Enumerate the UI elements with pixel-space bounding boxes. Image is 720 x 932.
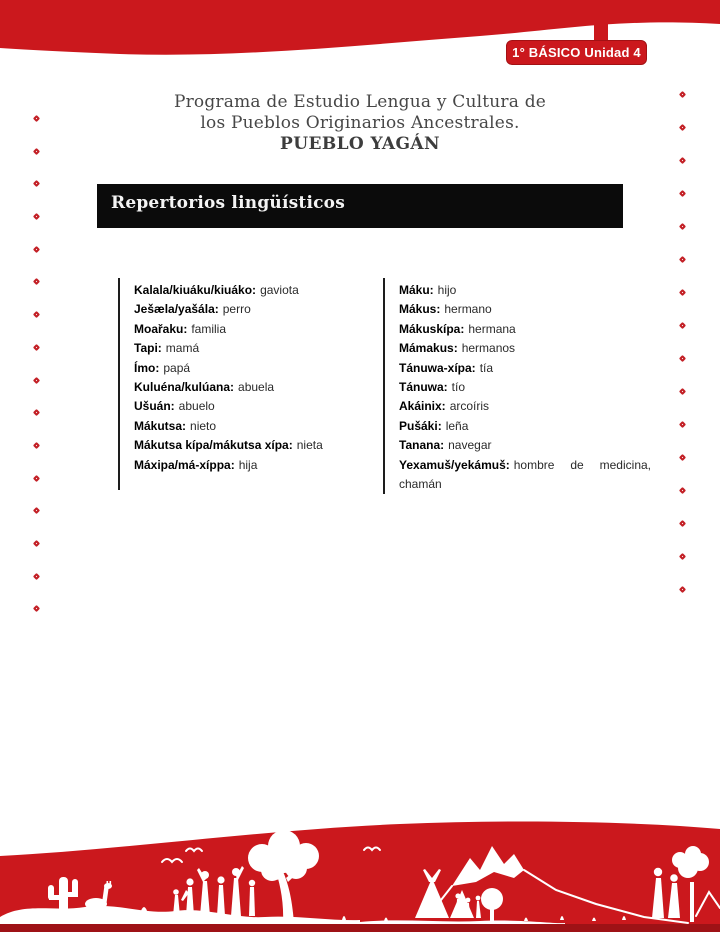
title-line-1: Programa de Estudio Lengua y Cultura de	[173, 92, 547, 112]
section-heading: Repertorios lingüísticos	[111, 193, 345, 213]
vocab-def: papá	[163, 360, 191, 375]
vocab-entry	[134, 320, 370, 339]
vocab-column-right	[383, 278, 651, 494]
diamond-icon	[678, 355, 685, 362]
vocab-def: hermana	[468, 321, 516, 336]
diamond-icon	[32, 311, 39, 318]
vocab-def: tía	[479, 360, 494, 375]
vocab-def: hija	[238, 457, 258, 472]
vocab-def: hombre de medicina, chamán	[399, 457, 651, 492]
vocab-term: Kalala/kiuáku/kiuáko:	[134, 283, 257, 297]
diamond-icon	[32, 573, 39, 580]
unit-badge	[506, 40, 647, 65]
vocab-def: gaviota	[260, 283, 299, 297]
diamond-icon	[678, 586, 685, 593]
diamond-icon	[32, 213, 39, 220]
vocab-term: Mákus:	[399, 302, 441, 317]
vocab-entry	[399, 339, 651, 358]
vocab-term: Mákutsa kípa/mákutsa xípa:	[134, 438, 293, 453]
title-line-3: PUEBLO YAGÁN	[280, 134, 440, 154]
page-title	[0, 92, 720, 155]
diamond-icon	[32, 376, 39, 383]
vocab-term: Tanana:	[399, 438, 445, 453]
diamond-icon	[32, 246, 39, 253]
vocab-entry	[399, 436, 651, 455]
vocab-entry	[134, 300, 370, 319]
right-margin-diamonds	[676, 92, 688, 592]
diamond-icon	[32, 115, 39, 122]
vocab-entry	[399, 281, 651, 300]
diamond-icon	[32, 344, 39, 351]
vocab-term: Mákuskípa:	[399, 321, 465, 336]
vocab-entry	[399, 417, 651, 436]
vocab-entry	[134, 397, 370, 416]
diamond-icon	[678, 553, 685, 560]
vocab-term: Moařaku:	[134, 321, 188, 336]
vocab-entry	[134, 339, 370, 358]
vocab-entry	[399, 378, 651, 397]
diamond-icon	[32, 442, 39, 449]
vocab-term: Yexamuš/yekámuš:	[399, 457, 510, 472]
vocab-term: Ješæla/yašála:	[134, 302, 219, 317]
vocab-entry	[134, 281, 370, 300]
diamond-icon	[32, 540, 39, 547]
diamond-icon	[678, 454, 685, 461]
vocab-def: nieto	[190, 418, 217, 433]
vocab-term: Mámakus:	[399, 341, 458, 356]
diamond-icon	[678, 388, 685, 395]
vocab-term: Tánuwa-xípa:	[399, 360, 476, 375]
vocab-def: hermano	[444, 302, 492, 317]
vocab-entry	[399, 359, 651, 378]
section-heading-bar	[97, 184, 623, 228]
vocab-def: arcoíris	[449, 399, 490, 414]
vocab-term: Máku:	[399, 283, 434, 297]
diamond-icon	[678, 520, 685, 527]
vocab-entry	[399, 320, 651, 339]
diamond-icon	[678, 223, 685, 230]
vocab-def: abuela	[238, 380, 275, 395]
bottom-artwork	[0, 820, 720, 932]
vocab-term: Kuluéna/kulúana:	[134, 380, 235, 395]
vocab-entry	[399, 397, 651, 416]
diamond-icon	[678, 487, 685, 494]
diamond-icon	[32, 180, 39, 187]
vocab-term: Akáinix:	[399, 399, 446, 414]
diamond-icon	[678, 124, 685, 131]
vocab-term: Ímo:	[134, 360, 160, 375]
vocab-entry	[399, 300, 651, 319]
vocab-def: nieta	[296, 438, 323, 453]
vocab-term: Ušuán:	[134, 399, 175, 414]
vocab-column-left	[118, 278, 370, 490]
diamond-icon	[678, 289, 685, 296]
vocab-def: abuelo	[178, 399, 215, 414]
diamond-icon	[678, 190, 685, 197]
vocab-def: leña	[445, 418, 469, 433]
vocab-def: tío	[451, 380, 466, 395]
vocab-def: familia	[191, 321, 227, 336]
vocab-def: hermanos	[461, 341, 516, 356]
diamond-icon	[32, 409, 39, 416]
vocab-def: navegar	[448, 438, 492, 453]
vocab-term: Tánuwa:	[399, 380, 448, 395]
vocab-entry	[134, 359, 370, 378]
vocab-entry	[399, 456, 651, 495]
diamond-icon	[32, 148, 39, 155]
diamond-icon	[32, 605, 39, 612]
unit-badge-label: 1° BÁSICO Unidad 4	[512, 45, 641, 60]
left-margin-diamonds	[30, 116, 42, 611]
vocab-def: hijo	[437, 283, 457, 297]
vocab-entry	[134, 436, 370, 455]
badge-connector	[594, 18, 608, 42]
diamond-icon	[678, 91, 685, 98]
diamond-icon	[32, 507, 39, 514]
vocab-term: Máxipa/má-xíppa:	[134, 457, 235, 472]
diamond-icon	[678, 322, 685, 329]
diamond-icon	[678, 256, 685, 263]
vocab-term: Mákutsa:	[134, 418, 187, 433]
vocab-entry	[134, 417, 370, 436]
vocab-term: Tapi:	[134, 341, 162, 356]
diamond-icon	[32, 475, 39, 482]
diamond-icon	[32, 278, 39, 285]
vocab-def: mamá	[165, 341, 200, 356]
vocab-term: Pušáki:	[399, 418, 442, 433]
vocab-entry	[134, 456, 370, 475]
diamond-icon	[678, 157, 685, 164]
vocab-def: perro	[222, 302, 251, 317]
title-line-2: los Pueblos Originarios Ancestrales.	[200, 113, 520, 133]
vocab-entry	[134, 378, 370, 397]
diamond-icon	[678, 421, 685, 428]
